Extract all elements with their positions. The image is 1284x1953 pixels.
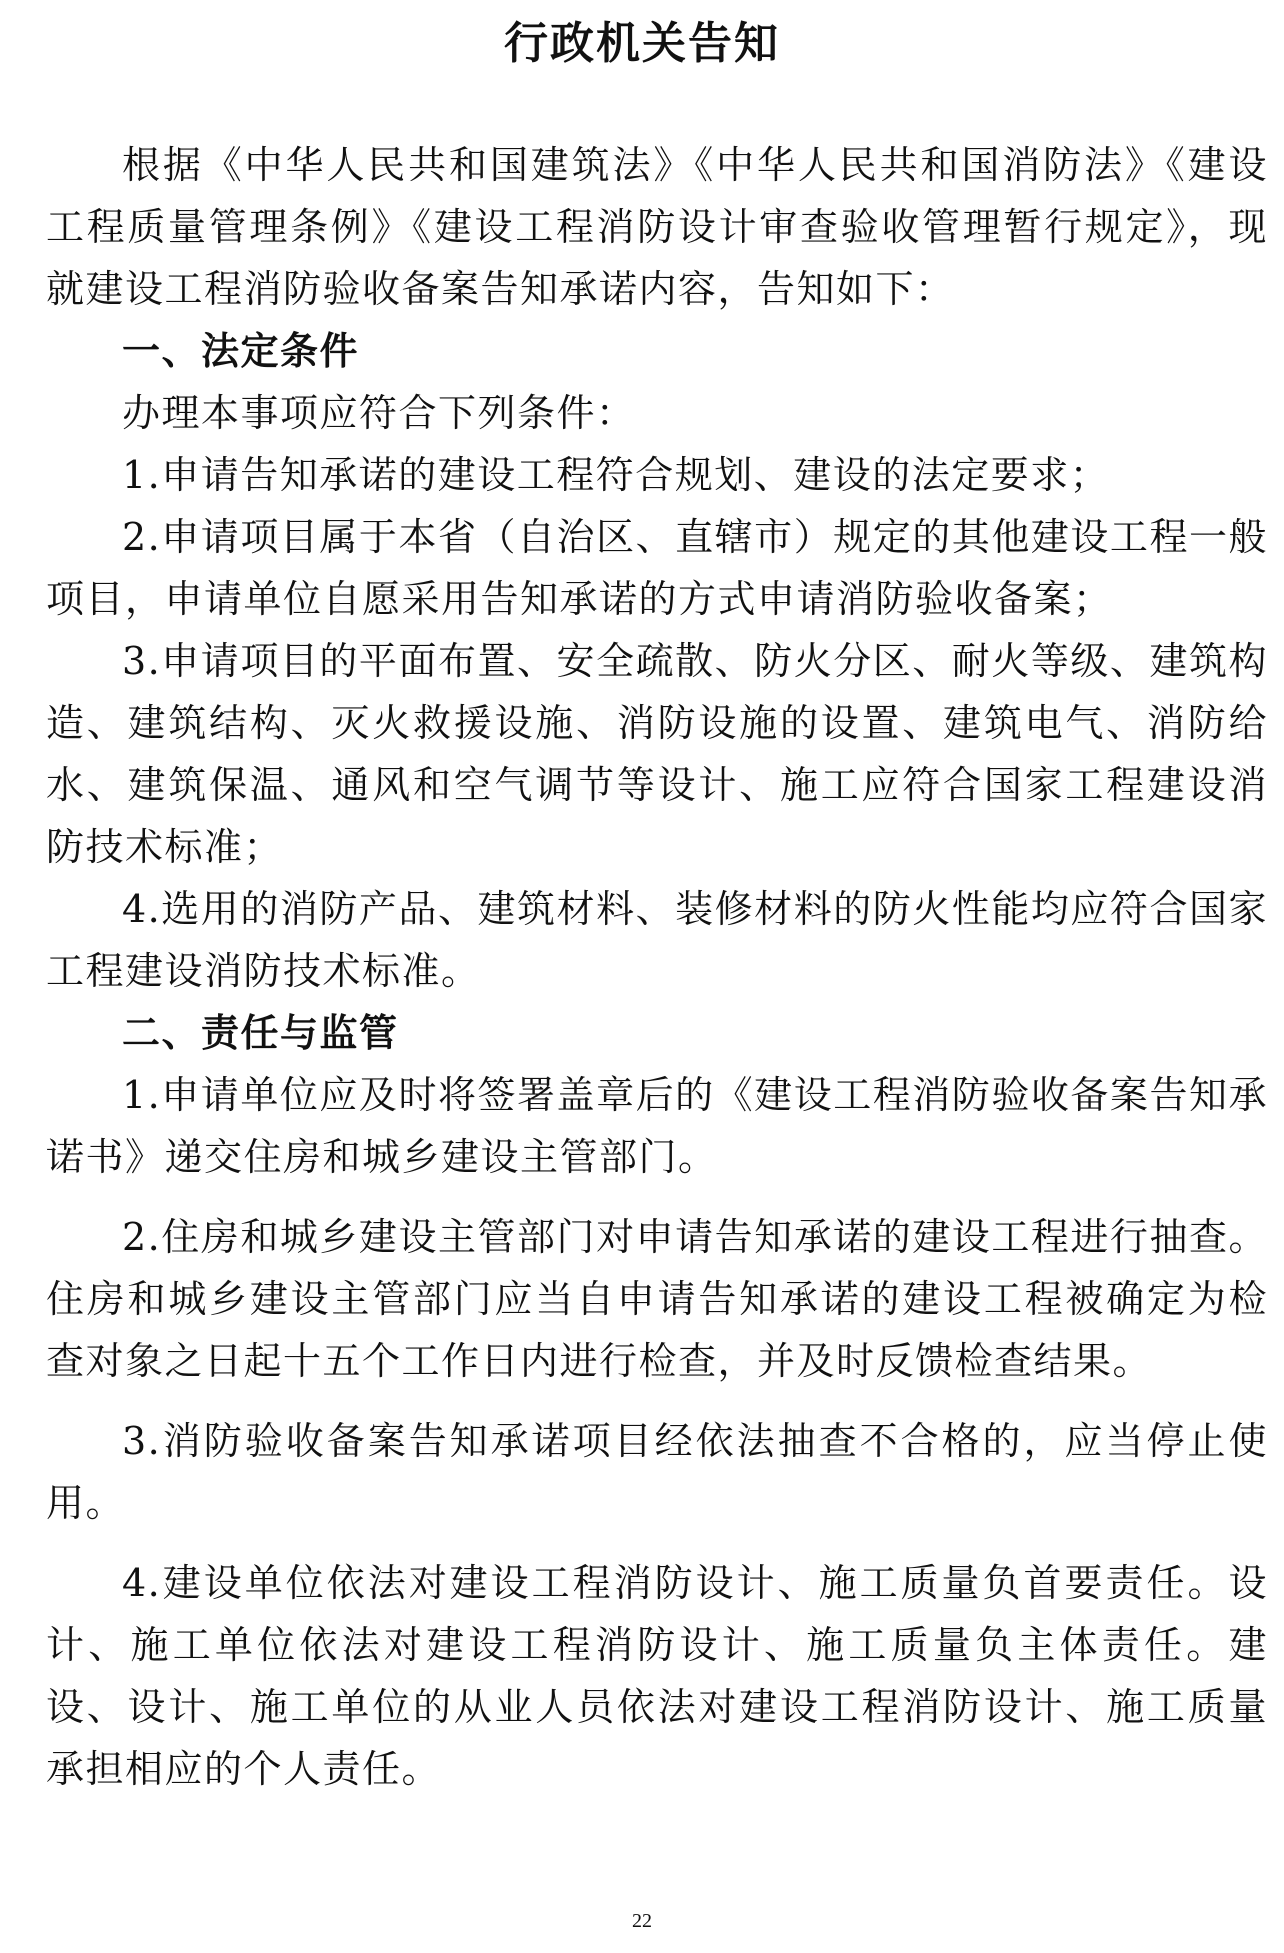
condition-item: 3.申请项目的平面布置、安全疏散、防火分区、耐火等级、建筑构造、建筑结构、灭火救援设施、消防设施的设置、建筑电气、消防给水、建筑保温、通风和空气调节等设计、施工应符合国家工程建设消防技术标准； <box>46 639 1268 869</box>
condition-item: 4.选用的消防产品、建筑材料、装修材料的防火性能均应符合国家工程建设消防技术标准。 <box>46 887 1268 993</box>
document-body <box>46 134 1268 1800</box>
condition-item: 2.申请项目属于本省（自治区、直辖市）规定的其他建设工程一般项目，申请单位自愿采用告知承诺的方式申请消防验收备案； <box>46 515 1268 621</box>
section-heading-responsibility: 二、责任与监管 <box>122 1011 399 1055</box>
responsibility-item: 1.申请单位应及时将签署盖章后的《建设工程消防验收备案告知承诺书》递交住房和城乡建设主管部门。 <box>46 1073 1268 1179</box>
intro-paragraph: 根据《中华人民共和国建筑法》《中华人民共和国消防法》《建设工程质量管理条例》《建设工程消防设计审查验收管理暂行规定》，现就建设工程消防验收备案告知承诺内容，告知如下： <box>46 143 1268 311</box>
responsibility-item: 4.建设单位依法对建设工程消防设计、施工质量负首要责任。设计、施工单位依法对建设工程消防设计、施工质量负主体责任。建设、设计、施工单位的从业人员依法对建设工程消防设计、施工质量承担相应的个人责任。 <box>46 1561 1268 1791</box>
page-number: 22 <box>632 1910 652 1932</box>
condition-item: 1.申请告知承诺的建设工程符合规划、建设的法定要求； <box>122 453 1110 497</box>
document-title: 行政机关告知 <box>504 18 780 69</box>
responsibility-item: 2.住房和城乡建设主管部门对申请告知承诺的建设工程进行抽查。住房和城乡建设主管部门应当自申请告知承诺的建设工程被确定为检查对象之日起十五个工作日内进行检查，并及时反馈检查结果。 <box>46 1215 1268 1383</box>
section-lead: 办理本事项应符合下列条件： <box>122 391 636 435</box>
responsibility-item: 3.消防验收备案告知承诺项目经依法抽查不合格的，应当停止使用。 <box>46 1419 1268 1525</box>
section-heading-legal-conditions: 一、法定条件 <box>122 329 360 373</box>
